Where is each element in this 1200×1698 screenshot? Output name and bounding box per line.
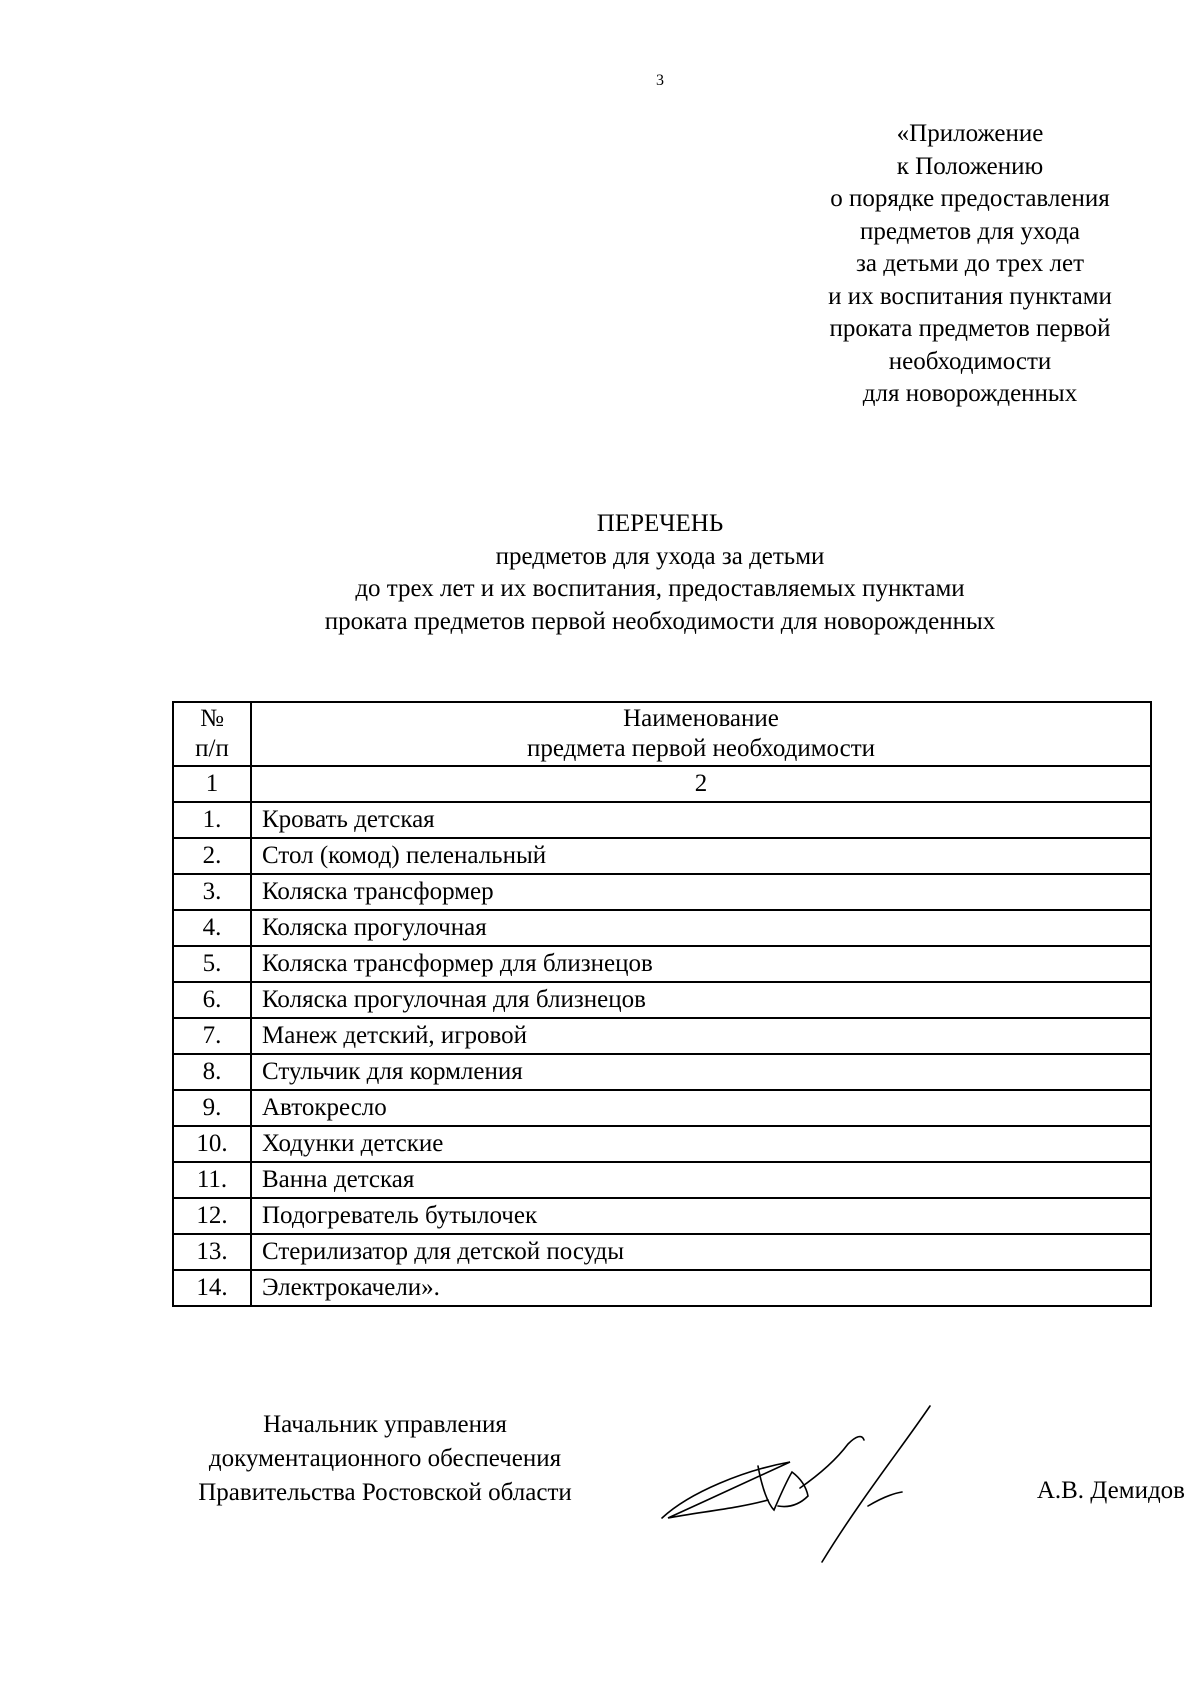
appendix-line: за детьми до трех лет bbox=[855, 250, 1085, 277]
row-number-cell: 2. bbox=[173, 838, 251, 874]
appendix-line: «Приложение bbox=[896, 120, 1044, 147]
page-number: 3 bbox=[656, 72, 664, 89]
table-row bbox=[173, 1090, 1151, 1126]
document-title: ПЕРЕЧЕНЬ bbox=[596, 510, 724, 537]
column-header-name-line2: предмета первой необходимости bbox=[526, 735, 876, 762]
table-row bbox=[173, 982, 1151, 1018]
appendix-line: и их воспитания пунктами bbox=[828, 282, 1112, 310]
document-subtitle-line: проката предметов первой необходимости для новорожденных bbox=[324, 607, 996, 635]
table-row bbox=[173, 1162, 1151, 1198]
table-header-row bbox=[173, 702, 1151, 766]
appendix-line: необходимости bbox=[888, 347, 1052, 375]
row-number-cell: 12. bbox=[173, 1198, 251, 1234]
column-index-cell: 1 bbox=[173, 766, 251, 802]
table-row bbox=[173, 1054, 1151, 1090]
row-name-cell: Ходунки детские bbox=[251, 1126, 1151, 1162]
row-name-cell: Коляска прогулочная bbox=[251, 910, 1151, 946]
row-name-cell: Электрокачели». bbox=[251, 1270, 1151, 1306]
document-subtitle-line: предметов для ухода за детьми bbox=[495, 542, 825, 570]
appendix-line: проката предметов первой bbox=[829, 315, 1111, 342]
table-row bbox=[173, 1234, 1151, 1270]
row-number-cell: 4. bbox=[173, 910, 251, 946]
table-row bbox=[173, 802, 1151, 838]
column-header-number bbox=[173, 702, 251, 766]
column-header-number-line1: № bbox=[200, 705, 224, 732]
row-number-cell: 6. bbox=[173, 982, 251, 1018]
items-table bbox=[172, 701, 1152, 1307]
row-number-cell: 3. bbox=[173, 874, 251, 910]
column-index-row bbox=[173, 766, 1151, 802]
row-number-cell: 8. bbox=[173, 1054, 251, 1090]
signer-position-line: документационного обеспечения bbox=[208, 1445, 562, 1472]
handwritten-signature bbox=[650, 1400, 950, 1570]
row-number-cell: 5. bbox=[173, 946, 251, 982]
appendix-line: о порядке предоставления bbox=[830, 185, 1110, 212]
row-number-cell: 9. bbox=[173, 1090, 251, 1126]
table-row bbox=[173, 1270, 1151, 1306]
appendix-line: для новорожденных bbox=[862, 380, 1078, 407]
table-row bbox=[173, 1198, 1151, 1234]
appendix-note bbox=[760, 118, 1180, 411]
table-row bbox=[173, 838, 1151, 874]
row-number-cell: 14. bbox=[173, 1270, 251, 1306]
row-name-cell: Ванна детская bbox=[251, 1162, 1151, 1198]
row-name-cell: Стульчик для кормления bbox=[251, 1054, 1151, 1090]
row-number-cell: 10. bbox=[173, 1126, 251, 1162]
row-number-cell: 7. bbox=[173, 1018, 251, 1054]
row-name-cell: Коляска прогулочная для близнецов bbox=[251, 982, 1151, 1018]
row-name-cell: Стерилизатор для детской посуды bbox=[251, 1234, 1151, 1270]
row-name-cell: Автокресло bbox=[251, 1090, 1151, 1126]
table-row bbox=[173, 874, 1151, 910]
row-name-cell: Коляска трансформер для близнецов bbox=[251, 946, 1151, 982]
row-name-cell: Коляска трансформер bbox=[251, 874, 1151, 910]
document-subtitle-line: до трех лет и их воспитания, предоставляемых пунктами bbox=[355, 575, 965, 602]
signer-position-line: Правительства Ростовской области bbox=[198, 1479, 572, 1506]
row-number-cell: 13. bbox=[173, 1234, 251, 1270]
appendix-line: предметов для ухода bbox=[859, 217, 1081, 245]
row-number-cell: 11. bbox=[173, 1162, 251, 1198]
row-name-cell: Кровать детская bbox=[251, 802, 1151, 838]
row-name-cell: Манеж детский, игровой bbox=[251, 1018, 1151, 1054]
row-name-cell: Стол (комод) пеленальный bbox=[251, 838, 1151, 874]
table-row bbox=[173, 946, 1151, 982]
column-index-cell: 2 bbox=[251, 766, 1151, 802]
signer-name: А.В. Демидов bbox=[1036, 1477, 1185, 1504]
row-number-cell: 1. bbox=[173, 802, 251, 838]
appendix-line: к Положению bbox=[896, 152, 1044, 180]
column-header-number-line2: п/п bbox=[195, 735, 229, 762]
column-header-name-line1: Наименование bbox=[623, 705, 779, 732]
signer-position bbox=[160, 1408, 610, 1510]
signer-position-line: Начальник управления bbox=[263, 1411, 507, 1438]
table-row bbox=[173, 1126, 1151, 1162]
table-row bbox=[173, 1018, 1151, 1054]
column-header-name bbox=[251, 702, 1151, 766]
table-row bbox=[173, 910, 1151, 946]
row-name-cell: Подогреватель бутылочек bbox=[251, 1198, 1151, 1234]
document-heading bbox=[160, 508, 1160, 638]
